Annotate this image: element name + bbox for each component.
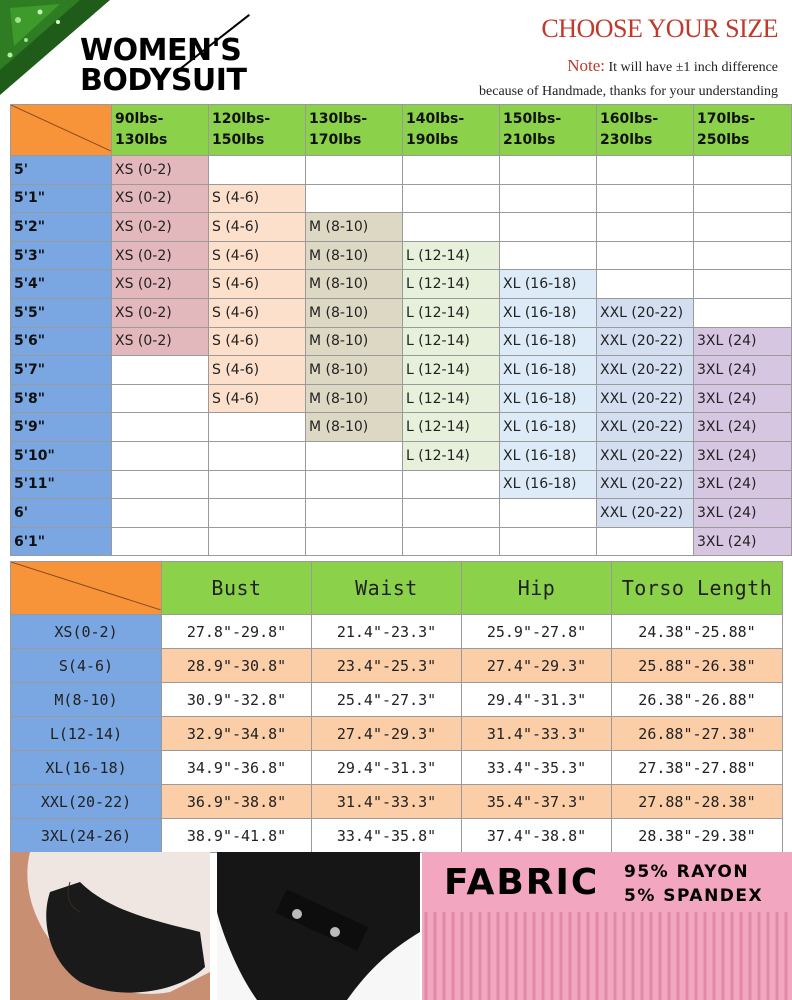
size-cell: XL (16-18) xyxy=(500,470,597,499)
size-cell xyxy=(209,499,306,528)
size-cell: 3XL (24) xyxy=(694,527,792,556)
fabric-swatch xyxy=(422,852,792,1000)
table-row xyxy=(11,156,792,185)
size-cell: M (8-10) xyxy=(306,241,403,270)
size-label: XXL(20-22) xyxy=(11,785,162,819)
size-cell: XXL (20-22) xyxy=(597,327,694,356)
size-cell: S (4-6) xyxy=(209,270,306,299)
size-cell xyxy=(209,470,306,499)
measure-cell: 29.4"-31.3" xyxy=(312,751,462,785)
measure-cell: 31.4"-33.3" xyxy=(312,785,462,819)
weight-header-line2: 170lbs xyxy=(309,132,362,148)
weight-header-line1: 120lbs- xyxy=(212,111,271,127)
size-cell: L (12-14) xyxy=(403,298,500,327)
height-label: 5'2" xyxy=(11,213,112,242)
size-cell xyxy=(403,156,500,185)
size-cell: M (8-10) xyxy=(306,327,403,356)
height-label: 6' xyxy=(11,499,112,528)
size-cell: XXL (20-22) xyxy=(597,499,694,528)
size-cell: XXL (20-22) xyxy=(597,413,694,442)
size-cell: XL (16-18) xyxy=(500,384,597,413)
height-label: 5'1" xyxy=(11,184,112,213)
table-row xyxy=(11,270,792,299)
size-cell xyxy=(112,413,209,442)
measure-cell: 24.38"-25.88" xyxy=(612,615,783,649)
table-row xyxy=(11,184,792,213)
measure-cell: 37.4"-38.8" xyxy=(462,819,612,853)
size-cell: L (12-14) xyxy=(403,356,500,385)
size-cell xyxy=(500,213,597,242)
size-cell: XXL (20-22) xyxy=(597,470,694,499)
table-row xyxy=(11,327,792,356)
size-cell: L (12-14) xyxy=(403,270,500,299)
fabric-spandex: 5% SPANDEX xyxy=(624,886,764,906)
weight-header xyxy=(209,105,306,156)
height-label: 5'8" xyxy=(11,384,112,413)
weight-header xyxy=(403,105,500,156)
size-chart-table xyxy=(10,104,792,556)
measure-cell: 26.38"-26.88" xyxy=(612,683,783,717)
size-cell xyxy=(597,241,694,270)
size-cell xyxy=(209,527,306,556)
size-cell xyxy=(694,270,792,299)
measure-cell: 21.4"-23.3" xyxy=(312,615,462,649)
size-cell: XS (0-2) xyxy=(112,184,209,213)
size-cell xyxy=(403,527,500,556)
table-row xyxy=(11,384,792,413)
table-row xyxy=(11,615,783,649)
size-cell xyxy=(694,156,792,185)
size-cell: XXL (20-22) xyxy=(597,356,694,385)
size-cell: 3XL (24) xyxy=(694,499,792,528)
measure-cell: 28.9"-30.8" xyxy=(162,649,312,683)
measure-header: Hip xyxy=(462,562,612,615)
size-cell xyxy=(112,499,209,528)
height-label: 5'11" xyxy=(11,470,112,499)
size-cell: XXL (20-22) xyxy=(597,441,694,470)
size-cell: M (8-10) xyxy=(306,213,403,242)
weight-header-line2: 130lbs xyxy=(115,132,168,148)
size-cell xyxy=(500,241,597,270)
table-row xyxy=(11,717,783,751)
measure-cell: 27.88"-28.38" xyxy=(612,785,783,819)
table-corner xyxy=(11,105,112,156)
measure-header: Bust xyxy=(162,562,312,615)
table-row xyxy=(11,441,792,470)
size-cell xyxy=(112,384,209,413)
note-line2: because of Handmade, thanks for your understanding xyxy=(479,84,778,99)
height-label: 5'9" xyxy=(11,413,112,442)
weight-header-line1: 90lbs- xyxy=(115,111,164,127)
size-chart-header-row xyxy=(11,105,792,156)
size-cell xyxy=(209,413,306,442)
size-cell: S (4-6) xyxy=(209,213,306,242)
size-cell: M (8-10) xyxy=(306,356,403,385)
size-cell: 3XL (24) xyxy=(694,384,792,413)
height-label: 6'1" xyxy=(11,527,112,556)
size-cell xyxy=(112,441,209,470)
fabric-rayon: 95% RAYON xyxy=(624,862,750,882)
size-cell xyxy=(306,184,403,213)
size-cell: L (12-14) xyxy=(403,413,500,442)
measure-cell: 36.9"-38.8" xyxy=(162,785,312,819)
size-cell xyxy=(403,213,500,242)
size-cell xyxy=(597,527,694,556)
size-cell: S (4-6) xyxy=(209,241,306,270)
size-cell: XS (0-2) xyxy=(112,213,209,242)
size-cell: L (12-14) xyxy=(403,384,500,413)
measure-cell: 27.4"-29.3" xyxy=(312,717,462,751)
weight-header-line2: 190lbs xyxy=(406,132,459,148)
table-row xyxy=(11,241,792,270)
height-label: 5'5" xyxy=(11,298,112,327)
size-cell: L (12-14) xyxy=(403,327,500,356)
weight-header-line2: 210lbs xyxy=(503,132,556,148)
size-cell: 3XL (24) xyxy=(694,413,792,442)
size-cell: XS (0-2) xyxy=(112,298,209,327)
size-cell xyxy=(209,441,306,470)
title-line2: BODYSUIT xyxy=(80,63,247,98)
product-photos xyxy=(10,852,792,1000)
size-cell: 3XL (24) xyxy=(694,441,792,470)
size-cell: S (4-6) xyxy=(209,327,306,356)
size-cell xyxy=(112,356,209,385)
weight-header xyxy=(500,105,597,156)
measure-cell: 27.4"-29.3" xyxy=(462,649,612,683)
weight-header xyxy=(112,105,209,156)
measure-cell: 27.38"-27.88" xyxy=(612,751,783,785)
size-cell xyxy=(112,527,209,556)
measure-cell: 26.88"-27.38" xyxy=(612,717,783,751)
measure-cell: 25.9"-27.8" xyxy=(462,615,612,649)
size-cell: XL (16-18) xyxy=(500,270,597,299)
table-row xyxy=(11,649,783,683)
title-line1: WOMEN'S xyxy=(80,33,242,68)
size-cell: 3XL (24) xyxy=(694,356,792,385)
snap-closure-photo xyxy=(217,852,420,1000)
measure-cell: 34.9"-36.8" xyxy=(162,751,312,785)
size-cell xyxy=(597,213,694,242)
table-row xyxy=(11,213,792,242)
size-cell: XL (16-18) xyxy=(500,327,597,356)
size-cell: S (4-6) xyxy=(209,184,306,213)
size-cell xyxy=(694,213,792,242)
weight-header xyxy=(597,105,694,156)
size-cell: XL (16-18) xyxy=(500,413,597,442)
size-cell xyxy=(112,470,209,499)
measure-header: Torso Length xyxy=(612,562,783,615)
size-cell xyxy=(500,156,597,185)
height-label: 5' xyxy=(11,156,112,185)
size-cell: S (4-6) xyxy=(209,356,306,385)
measure-cell: 33.4"-35.8" xyxy=(312,819,462,853)
height-label: 5'10" xyxy=(11,441,112,470)
weight-header xyxy=(306,105,403,156)
weight-header-line1: 130lbs- xyxy=(309,111,368,127)
size-label: L(12-14) xyxy=(11,717,162,751)
size-label: 3XL(24-26) xyxy=(11,819,162,853)
measure-cell: 29.4"-31.3" xyxy=(462,683,612,717)
weight-header-line1: 140lbs- xyxy=(406,111,465,127)
size-cell: XL (16-18) xyxy=(500,441,597,470)
size-cell: XS (0-2) xyxy=(112,270,209,299)
height-label: 5'3" xyxy=(11,241,112,270)
weight-header-line2: 150lbs xyxy=(212,132,265,148)
size-cell: M (8-10) xyxy=(306,298,403,327)
measure-cell: 35.4"-37.3" xyxy=(462,785,612,819)
size-cell: M (8-10) xyxy=(306,270,403,299)
size-label: S(4-6) xyxy=(11,649,162,683)
note-text xyxy=(479,54,778,104)
table-row xyxy=(11,356,792,385)
table-row xyxy=(11,819,783,853)
weight-header-line1: 170lbs- xyxy=(697,111,756,127)
size-cell: XL (16-18) xyxy=(500,356,597,385)
size-cell: XXL (20-22) xyxy=(597,298,694,327)
size-cell xyxy=(403,499,500,528)
size-cell xyxy=(694,241,792,270)
size-label: M(8-10) xyxy=(11,683,162,717)
size-label: XS(0-2) xyxy=(11,615,162,649)
table-row xyxy=(11,751,783,785)
weight-header-line1: 150lbs- xyxy=(503,111,562,127)
measure-cell: 25.4"-27.3" xyxy=(312,683,462,717)
size-cell xyxy=(306,470,403,499)
size-cell: S (4-6) xyxy=(209,298,306,327)
size-label: XL(16-18) xyxy=(11,751,162,785)
measure-cell: 28.38"-29.38" xyxy=(612,819,783,853)
table-row xyxy=(11,499,792,528)
size-cell xyxy=(500,527,597,556)
size-cell xyxy=(306,441,403,470)
size-cell: XS (0-2) xyxy=(112,241,209,270)
measure-cell: 31.4"-33.3" xyxy=(462,717,612,751)
size-cell xyxy=(500,499,597,528)
table-corner xyxy=(11,562,162,615)
weight-header-line1: 160lbs- xyxy=(600,111,659,127)
measure-header: Waist xyxy=(312,562,462,615)
measure-cell: 32.9"-34.8" xyxy=(162,717,312,751)
measurements-table xyxy=(10,561,783,853)
weight-header-line2: 250lbs xyxy=(697,132,750,148)
size-cell: XS (0-2) xyxy=(112,156,209,185)
table-row xyxy=(11,413,792,442)
note-label: Note: xyxy=(567,56,605,75)
size-cell xyxy=(403,184,500,213)
measure-cell: 38.9"-41.8" xyxy=(162,819,312,853)
choose-size-heading: CHOOSE YOUR SIZE xyxy=(541,14,778,43)
size-cell xyxy=(597,156,694,185)
table-row xyxy=(11,683,783,717)
size-cell xyxy=(694,298,792,327)
size-cell xyxy=(306,499,403,528)
size-cell xyxy=(500,184,597,213)
measure-cell: 23.4"-25.3" xyxy=(312,649,462,683)
size-cell: L (12-14) xyxy=(403,241,500,270)
size-cell xyxy=(597,270,694,299)
size-cell: S (4-6) xyxy=(209,384,306,413)
measure-cell: 25.88"-26.38" xyxy=(612,649,783,683)
size-cell xyxy=(306,527,403,556)
fabric-label: FABRIC xyxy=(444,862,600,903)
measure-cell: 27.8"-29.8" xyxy=(162,615,312,649)
size-cell: 3XL (24) xyxy=(694,470,792,499)
measure-cell: 30.9"-32.8" xyxy=(162,683,312,717)
weight-header-line2: 230lbs xyxy=(600,132,653,148)
height-label: 5'7" xyxy=(11,356,112,385)
size-cell xyxy=(597,184,694,213)
size-cell: M (8-10) xyxy=(306,413,403,442)
table-row xyxy=(11,527,792,556)
size-cell xyxy=(209,156,306,185)
size-cell xyxy=(403,470,500,499)
size-cell xyxy=(306,156,403,185)
size-cell: XL (16-18) xyxy=(500,298,597,327)
table-row xyxy=(11,785,783,819)
height-label: 5'6" xyxy=(11,327,112,356)
page-title xyxy=(80,33,247,98)
height-label: 5'4" xyxy=(11,270,112,299)
size-cell: XXL (20-22) xyxy=(597,384,694,413)
size-cell: 3XL (24) xyxy=(694,327,792,356)
size-cell: M (8-10) xyxy=(306,384,403,413)
size-cell: L (12-14) xyxy=(403,441,500,470)
table-row xyxy=(11,298,792,327)
table-row xyxy=(11,470,792,499)
size-cell: XS (0-2) xyxy=(112,327,209,356)
weight-header xyxy=(694,105,792,156)
measure-cell: 33.4"-35.3" xyxy=(462,751,612,785)
size-cell xyxy=(694,184,792,213)
note-line1: It will have ±1 inch difference xyxy=(608,60,778,75)
model-photo xyxy=(10,852,210,1000)
measurements-header-row xyxy=(11,562,783,615)
